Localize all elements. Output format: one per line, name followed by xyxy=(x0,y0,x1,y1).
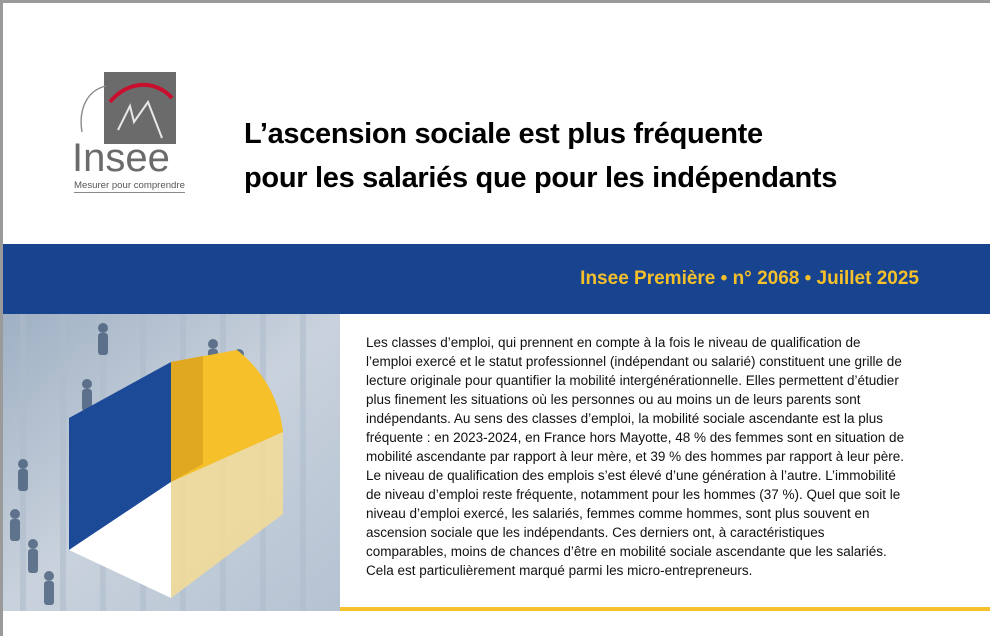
cover-illustration xyxy=(3,314,340,611)
title-line-1: L’ascension sociale est plus fréquente xyxy=(244,118,763,150)
abstract-text: Les classes d’emploi, qui prennent en compte à la fois le niveau de qualification de l’emploi exercé et le statut professionnel (indépendant ou salarié) constituent une grille de lecture originale pour quantifier la mobilité intergénérationnelle. Elles permettent d’étudier plus finement les situations où les personnes ou au moins un de leurs parents sont indépendants. Au sens des classes d’emploi, la mobilité sociale ascendante est la plus fréquente : en 2023-2024, en France hors Mayotte, 48 % des femmes sont en situation de mobilité ascendante par rapport à leur mère, et 39 % des hommes par rapport à leur père. Le niveau de qualification des emplois s’est élevé d’une génération à l’autre. L’immobilité de niveau d’emploi reste fréquente, notamment pour les hommes (37 %). Quel que soit le niveau d’emploi exercé, les salariés, femmes comme hommes, sont plus souvent en ascension sociale que les indépendants. Ces derniers ont, à caractéristiques comparables, moins de chances d’être en mobilité sociale ascendante que les salariés. Cela est particulièrement marqué parmi les micro-entrepreneurs. xyxy=(366,335,905,578)
cover-illustration-icon xyxy=(3,314,340,611)
insee-logo xyxy=(70,72,185,196)
bottom-rule xyxy=(340,607,990,611)
logo-tagline: Mesurer pour comprendre xyxy=(74,180,185,191)
top-rule xyxy=(0,0,990,3)
publication-band xyxy=(3,244,990,314)
logo-wordmark: Insee xyxy=(72,136,170,180)
page-title xyxy=(244,112,837,200)
publication-reference: Insee Première • n° 2068 • Juillet 2025 xyxy=(580,268,919,289)
title-line-2: pour les salariés que pour les indépendants xyxy=(244,162,838,194)
